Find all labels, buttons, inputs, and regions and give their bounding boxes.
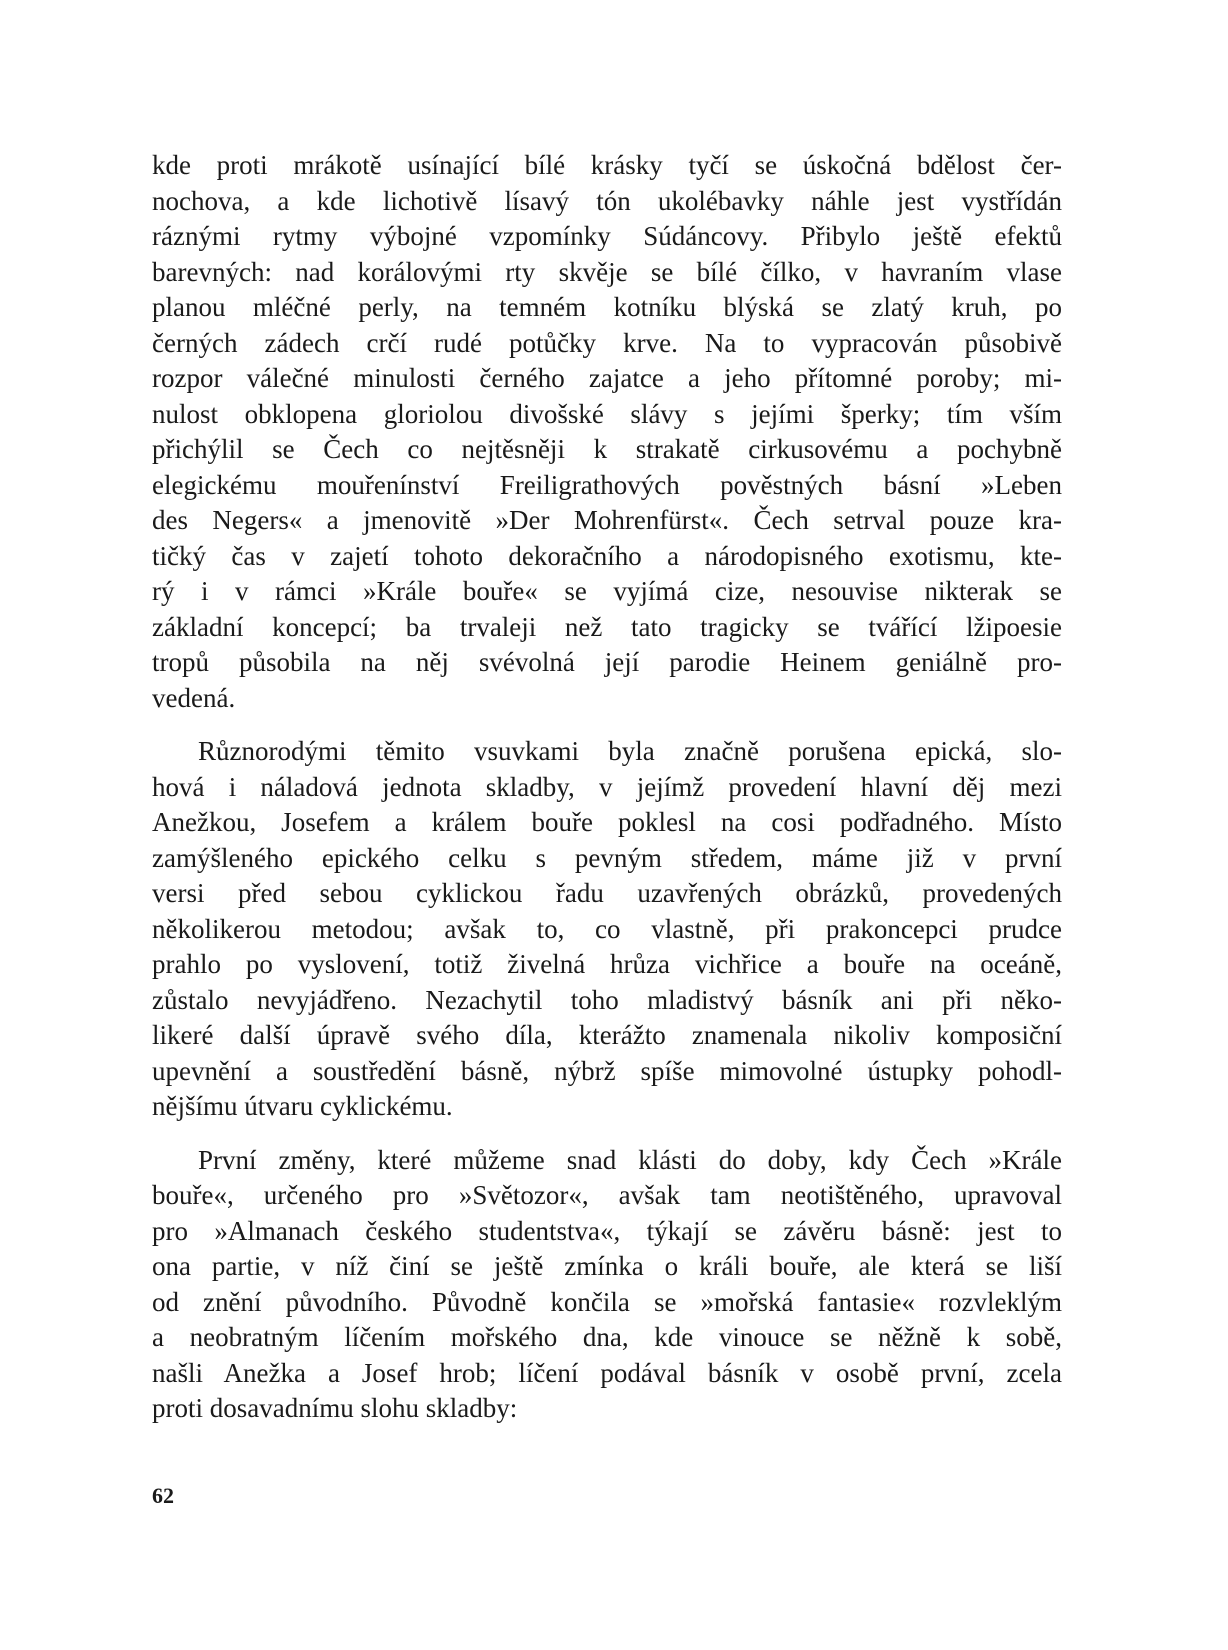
text-line: zamýšleného epického celku s pevným středem, máme již v první [152, 842, 1062, 873]
text-line: Různorodými těmito vsuvkami byla značně porušena epická, slo- [198, 736, 1062, 766]
text-line: tropů působila na něj svévolná její parodie Heinem geniálně pro- [152, 647, 1062, 677]
text-line: planou mléčné perly, na temném kotníku blýská se zlatý kruh, po [152, 292, 1062, 322]
text-line: vedená. [152, 682, 236, 713]
text-line: upevnění a soustředění básně, nýbrž spíše mimovolné ústupky pohodl- [152, 1055, 1062, 1086]
text-line: zůstalo nevyjádřeno. Nezachytil toho mladistvý básník ani při něko- [152, 984, 1062, 1015]
text-line: nochova, a kde lichotivě lísavý tón ukolébavky náhle jest vystřídán [152, 185, 1062, 216]
text-line: ona partie, v níž činí se ještě zmínka o králi bouře, ale která se liší [152, 1251, 1062, 1281]
text-line: základní koncepcí; ba trvaleji než tato tragicky se tvářící lžipoesie [152, 611, 1062, 642]
text-line: našli Anežka a Josef hrob; líčení podával básník v osobě první, zcela [152, 1357, 1062, 1388]
text-line: kde proti mrákotě usínající bílé krásky tyčí se úskočná bdělost čer- [152, 150, 1062, 180]
text-line: rý i v rámci »Krále bouře« se vyjímá cize, nesouvise nikterak se [152, 576, 1062, 606]
text-line: Anežkou, Josefem a králem bouře poklesl na cosi podřadného. Místo [152, 807, 1062, 837]
text-line: versi před sebou cyklickou řadu uzavřených obrázků, provedených [152, 878, 1062, 908]
text-line: hová i náladová jednota skladby, v jejímž provedení hlavní děj mezi [152, 771, 1062, 802]
text-line: přichýlil se Čech co nejtěsněji k strakatě cirkusovému a pochybně [152, 434, 1062, 464]
text-line: několikerou metodou; avšak to, co vlastně, při prakoncepci prudce [152, 913, 1062, 944]
text-line: elegickému mouřenínství Freiligrathových pověstných básní »Leben [152, 469, 1062, 500]
text-line: ráznými rytmy výbojné vzpomínky Súdáncovy. Přibylo ještě efektů [152, 221, 1062, 251]
text-line: tičký čas v zajetí tohoto dekoračního a národopisného exotismu, kte- [152, 540, 1062, 571]
text-line: a neobratným líčením mořského dna, kde vinouce se něžně k sobě, [152, 1322, 1062, 1352]
text-line: likeré další úpravě svého díla, kterážto znamenala nikoliv komposiční [152, 1020, 1062, 1050]
text-line: prahlo po vyslovení, totiž živelná hrůza vichřice a bouře na oceáně, [152, 949, 1062, 979]
text-line: pro »Almanach českého studentstva«, týkají se závěru básně: jest to [152, 1215, 1062, 1246]
text-line: rozpor válečné minulosti černého zajatce a jeho přítomné poroby; mi- [152, 363, 1062, 393]
text-line: nějšímu útvaru cyklickému. [152, 1091, 453, 1121]
text-line: des Negers« a jmenovitě »Der Mohrenfürst«. Čech setrval pouze kra- [152, 505, 1062, 535]
text-line: nulost obklopena gloriolou divošské slávy s jejími šperky; tím vším [152, 398, 1062, 429]
page-number: 62 [152, 1483, 174, 1508]
text-line: bouře«, určeného pro »Světozor«, avšak tam neotištěného, upravoval [152, 1180, 1062, 1210]
text-line: barevných: nad korálovými rty skvěje se bílé čílko, v havraním vlase [152, 256, 1062, 287]
text-line: První změny, které můžeme snad klásti do doby, kdy Čech »Krále [198, 1144, 1062, 1175]
paragraph-1 [152, 148, 1062, 716]
paragraph-3 [152, 1143, 1062, 1427]
text-line: od znění původního. Původně končila se »mořská fantasie« rozvleklým [152, 1286, 1062, 1317]
paragraph-2 [152, 734, 1062, 1125]
text-line: černých zádech crčí rudé potůčky krve. Na to vypracován působivě [152, 327, 1062, 358]
text-line: proti dosavadnímu slohu skladby: [152, 1393, 518, 1423]
page-body [152, 148, 1062, 1427]
